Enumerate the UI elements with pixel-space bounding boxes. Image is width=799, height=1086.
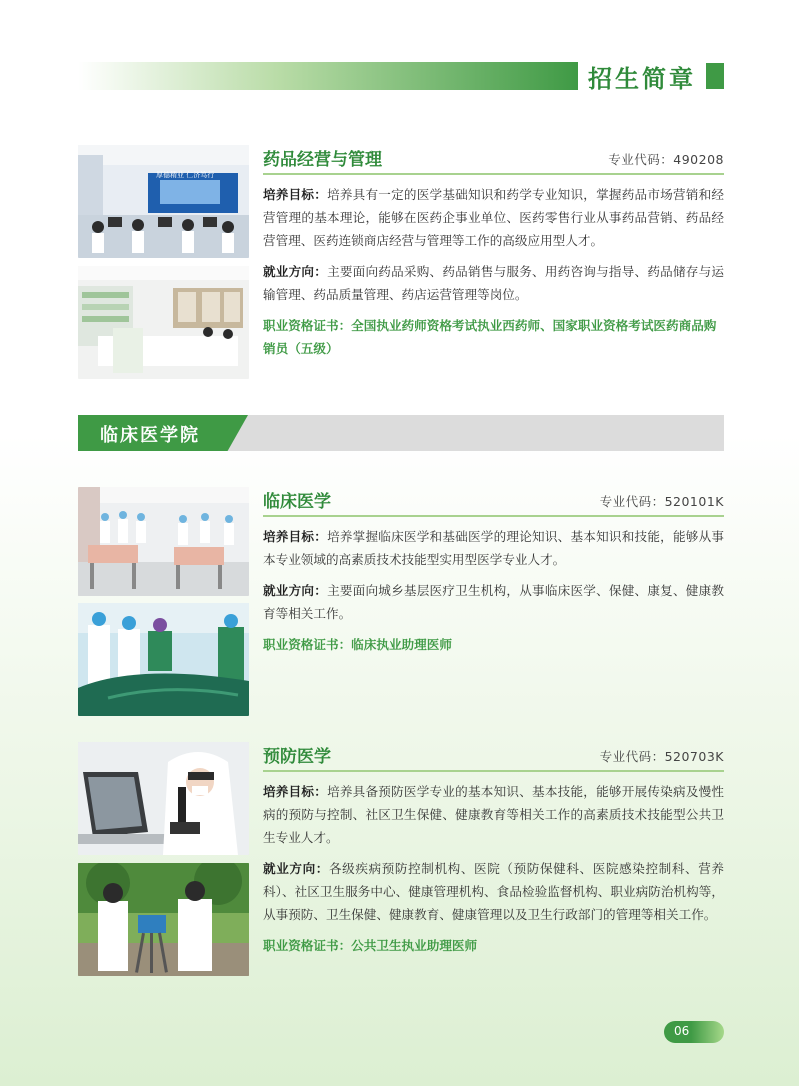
training-goal — [263, 780, 724, 849]
training-goal-label: 培养目标： — [263, 529, 328, 544]
band-gray-bar — [228, 415, 724, 451]
surgery-photo — [78, 603, 249, 716]
program-code: 专业代码：490208 — [608, 152, 724, 167]
training-goal — [263, 525, 724, 571]
training-goal-text: 培养具备预防医学专业的基本知识、基本技能，能够开展传染病及慢性病的预防与控制、社区卫生保健、健康教育等相关工作的高素质技术技能型公共卫生专业人才。 — [263, 784, 725, 845]
program-section-preventive — [78, 742, 724, 978]
microscope-photo — [78, 742, 249, 855]
page-header-title: 招生简章 — [588, 65, 696, 93]
program-code: 专业代码：520101K — [599, 494, 724, 509]
training-goal-text: 培养具有一定的医学基础知识和药学专业知识，掌握药品市场营销和经营管理的基本理论，能够在医药企事业单位、医药零售行业从事药品营销、药品经营管理、医药连锁商店经营与管理等工作的高级应用型人才。 — [263, 187, 725, 248]
program-content — [263, 487, 724, 656]
career-direction-label: 就业方向： — [263, 861, 329, 876]
career-direction-text: 主要面向药品采购、药品销售与服务、用药咨询与指导、药品储存与运输管理、药品质量管理、药店运营管理等岗位。 — [263, 264, 725, 302]
page-number-pill — [664, 1021, 724, 1043]
certificate: 职业资格证书：全国执业药师资格考试执业西药师、国家职业资格考试医药商品购销员（五级） — [263, 318, 717, 356]
program-heading — [263, 742, 724, 772]
training-goal-text: 培养掌握临床医学和基础医学的理论知识、基本知识和技能，能够从事本专业领域的高素质技术技能型实用型医学专业人才。 — [263, 529, 725, 567]
header-gradient-bar — [78, 62, 578, 90]
program-heading — [263, 145, 724, 175]
career-direction — [263, 579, 724, 625]
program-content — [263, 742, 724, 957]
certificate: 职业资格证书：临床执业助理医师 — [263, 637, 452, 652]
training-goal — [263, 183, 724, 252]
career-direction-label: 就业方向： — [263, 264, 328, 279]
program-heading — [263, 487, 724, 517]
program-content — [263, 145, 724, 360]
career-direction-text: 各级疾病预防控制机构、医院（预防保健科、医院感染控制科、营养科）、社区卫生服务中心、健康管理机构、食品检验监督机构、职业病防治机构等，从事预防、卫生保健、健康教育、健康管理以及卫生行政部门的管理等相关工作。 — [263, 861, 725, 922]
training-goal-label: 培养目标： — [263, 187, 328, 202]
college-title: 临床医学院 — [100, 425, 200, 446]
program-section-clinical — [78, 487, 724, 719]
program-section-pharma — [78, 145, 724, 385]
career-direction-label: 就业方向： — [263, 583, 328, 598]
career-direction-text: 主要面向城乡基层医疗卫生机构，从事临床医学、保健、康复、健康教育等相关工作。 — [263, 583, 725, 621]
page-number: 06 — [674, 1024, 690, 1038]
pharmacy-lab-photo — [78, 266, 249, 379]
career-direction — [263, 260, 724, 306]
header-accent-block — [706, 63, 724, 89]
program-title: 预防医学 — [263, 747, 331, 767]
program-code: 专业代码：520703K — [599, 749, 724, 764]
skills-lab-photo — [78, 487, 249, 596]
training-goal-label: 培养目标： — [263, 784, 328, 799]
classroom-photo — [78, 145, 249, 258]
program-title: 药品经营与管理 — [263, 150, 382, 170]
certificate: 职业资格证书：公共卫生执业助理医师 — [263, 938, 478, 953]
field-sampling-photo — [78, 863, 249, 976]
classroom-banner-text: 厚德精业 仁济笃行 — [156, 171, 215, 179]
college-section-band — [78, 415, 724, 451]
program-title: 临床医学 — [263, 492, 331, 512]
career-direction — [263, 857, 724, 926]
